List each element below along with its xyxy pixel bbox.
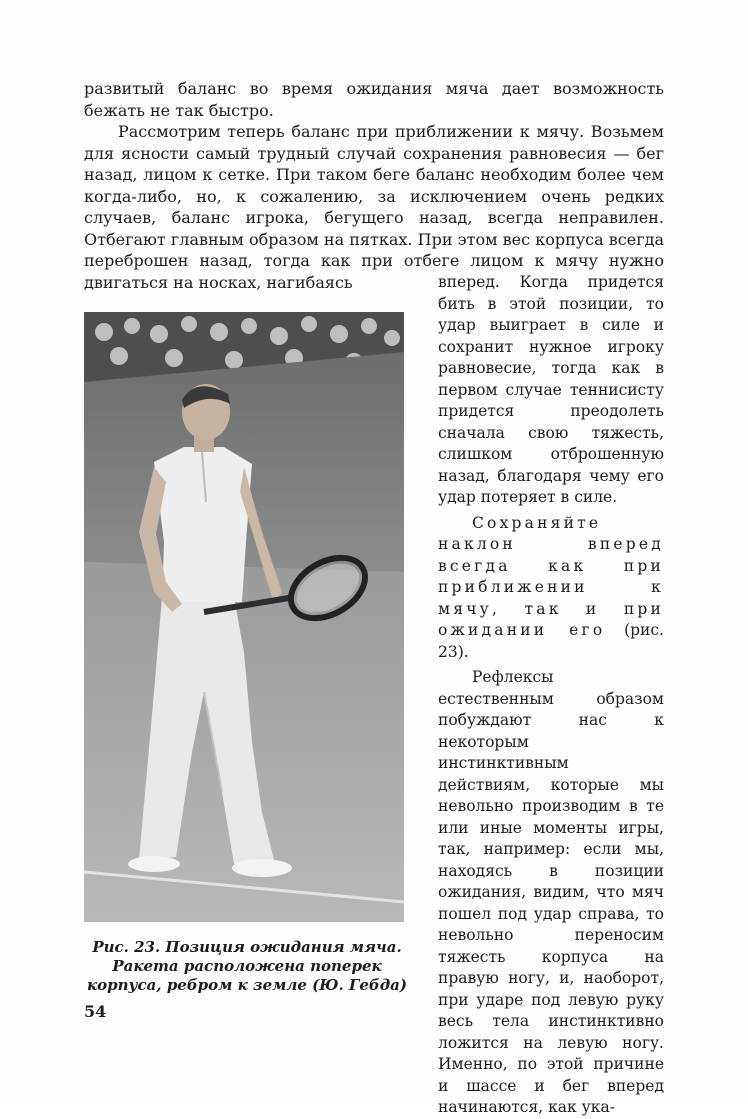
page-number: 54 bbox=[84, 1002, 107, 1021]
figure-caption: Рис. 23. Позиция ожидания мяча. Ракета расположена поперек корпуса, ребром к земле (Ю. Гебда) bbox=[87, 938, 407, 994]
right-text-column bbox=[438, 272, 664, 1119]
paragraph-text: Рефлексы естественным образом побуждают нас к некоторым инстинктивным действиям, которые мы невольно производим в те или иные моменты игры, так, например: если мы, находясь в позиции ожидания, видим, что мяч пошел под удар справа, то невольно переносим тяжесть корпуса на правую ногу, и, наоборот, при ударе под левую руку весь тела инстинктивно ложится на левую ногу. Именно, по этой причине и шассе и бег вперед начинаются, как ука- bbox=[438, 668, 664, 1116]
paragraph-text: Рассмотрим теперь баланс при приближении к мячу. Возьмем для ясности самый трудный случай сохранения равновесия — бег назад, лицом к сетке. При таком беге баланс необходим более чем когда-либо, но, к сожалению, за исключением очень редких случаев, баланс игрока, бегущего назад, всегда неправилен. Отбегают главным образом на пятках. При этом вес корпуса всегда переброшен назад, тогда как при отбеге лицом к мячу нужно двигаться на носках, нагибаясь bbox=[84, 122, 664, 292]
emphasis-paragraph bbox=[438, 513, 664, 664]
emphasis-spaced-text: Сохраняйте наклон вперед всегда как при приближении к мячу, так и при ожидании его bbox=[438, 513, 664, 639]
paragraph-balance-running bbox=[84, 121, 664, 293]
paragraph-continuation bbox=[84, 78, 664, 121]
photo-illustration bbox=[84, 312, 404, 922]
paragraph-text: развитый баланс во время ожидания мяча дает возможность бежать не так быстро. bbox=[84, 79, 664, 120]
tennis-player-photo bbox=[84, 312, 404, 922]
paragraph-text: вперед. Когда придется бить в этой позиции, то удар выиграет в силе и сохранит нужное игроку равновесие, тогда как в первом случае теннисисту придется преодолеть сначала свою тяжесть, слишком отброшенную назад, благодаря чему его удар потеряет в силе. bbox=[438, 273, 664, 506]
figure-reference: (рис. 23). bbox=[438, 621, 664, 661]
